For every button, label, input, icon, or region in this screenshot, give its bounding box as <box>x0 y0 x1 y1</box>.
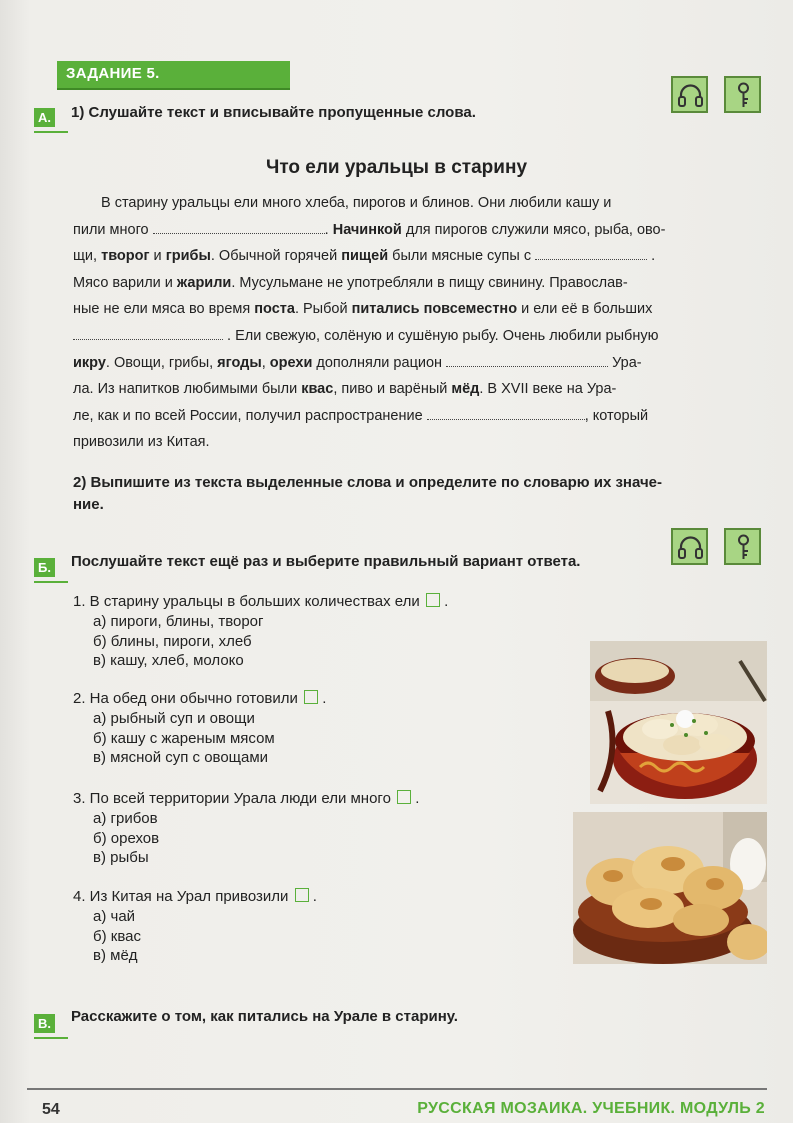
answer-option[interactable]: б) квас <box>93 927 141 945</box>
text-fragment: для пирогов служили мясо, рыба, ово- <box>401 221 666 238</box>
bold-word: Начинкой <box>332 221 402 238</box>
question-2 <box>73 689 326 768</box>
text-fragment: были мясные супы с <box>388 248 532 265</box>
text-fragment: . Рыбой <box>294 301 352 318</box>
pelmeni-photo <box>590 641 767 804</box>
bold-word: мёд <box>451 381 480 398</box>
answer-option[interactable]: а) рыбный суп и овощи <box>93 710 255 727</box>
bold-word: жарили <box>176 274 232 291</box>
text-fragment: привозили из Китая. <box>73 434 210 451</box>
bold-word: питались повсеместно <box>351 301 518 318</box>
blank-field[interactable] <box>535 245 647 260</box>
answer-option[interactable]: в) кашу, хлеб, молоко <box>93 652 244 669</box>
text-fragment: Мясо варили и <box>73 274 177 291</box>
text-line <box>73 403 740 430</box>
blank-field[interactable] <box>153 219 325 234</box>
question-label: 1. В старину уральцы в больших количествах ели <box>73 593 420 610</box>
section-a-instruction-1: 1) Слушайте текст и вписывайте пропущенные слова. <box>71 104 476 121</box>
answer-box[interactable] <box>295 888 309 902</box>
text-fragment: В старину уральцы ели много хлеба, пирогов и блинов. Они любили кашу и <box>101 195 612 211</box>
text-line <box>73 429 740 456</box>
blank-field[interactable] <box>446 352 608 367</box>
section-v-instruction: Расскажите о том, как питались на Урале в старину. <box>71 1008 458 1025</box>
answer-option[interactable]: в) мясной суп с овощами <box>93 749 269 766</box>
text-line <box>73 190 740 217</box>
footer-divider <box>27 1088 767 1090</box>
headphones-icon <box>671 76 708 113</box>
answer-option[interactable]: а) чай <box>93 908 136 925</box>
section-b-instruction: Послушайте текст ещё раз и выберите правильный вариант ответа. <box>71 553 581 570</box>
bold-word: ягоды <box>217 354 262 371</box>
answer-box[interactable] <box>397 790 411 804</box>
bold-word: грибы <box>165 248 211 265</box>
blank-field[interactable] <box>73 325 223 340</box>
text-fragment: и ели её в больших <box>517 301 653 318</box>
question-label: 4. Из Китая на Урал привозили <box>73 888 289 905</box>
section-v-badge: В. <box>34 1014 55 1033</box>
bold-word: икру <box>73 354 106 371</box>
text-fragment: . Обычной горячей <box>210 248 342 265</box>
text-line <box>73 323 740 350</box>
bold-word: поста <box>254 301 295 318</box>
bold-word: творог <box>101 248 150 265</box>
text-fragment: . <box>651 248 656 265</box>
question-text: 2. На обед они обычно готовили . <box>73 690 327 707</box>
answer-option[interactable]: б) блины, пироги, хлеб <box>93 632 252 650</box>
question-1 <box>73 592 448 671</box>
headphones-icon <box>671 528 708 565</box>
key-icon <box>724 76 761 113</box>
text-fragment: , который <box>584 407 649 424</box>
text-fragment: , <box>261 354 270 371</box>
book-title: РУССКАЯ МОЗАИКА. УЧЕБНИК. МОДУЛЬ 2 <box>417 1100 765 1117</box>
text-line <box>73 270 740 297</box>
question-4 <box>73 887 317 966</box>
question-label: 2. На обед они обычно готовили <box>73 690 298 707</box>
bold-word: орехи <box>269 354 313 371</box>
text-fragment: дополняли рацион <box>312 354 443 371</box>
question-text: 3. По всей территории Урала люди ели много . <box>73 790 420 807</box>
text-title: Что ели уральцы в старину <box>265 157 528 178</box>
text-fragment: и <box>149 248 166 265</box>
text-fragment: ла. Из напитков любимыми были <box>73 381 302 398</box>
text-line <box>73 350 740 377</box>
question-text: 1. В старину уральцы в больших количествах ели . <box>73 593 449 610</box>
text-fragment: , пиво и варёный <box>333 381 452 398</box>
text-fragment: Ура- <box>612 354 642 371</box>
bold-word: пищей <box>341 248 389 265</box>
answer-option[interactable]: а) грибов <box>93 810 158 827</box>
answer-box[interactable] <box>304 690 318 704</box>
text-line <box>73 376 740 403</box>
question-text: 4. Из Китая на Урал привозили . <box>73 888 317 905</box>
text-fragment: . Мусульмане не употребляли в пищу свинину. Православ- <box>231 274 628 291</box>
text-line <box>73 296 740 323</box>
answer-option[interactable]: б) кашу с жареным мясом <box>93 729 275 747</box>
question-3 <box>73 789 419 868</box>
listening-text <box>73 190 740 456</box>
bold-word: квас <box>301 381 334 398</box>
blank-field[interactable] <box>427 405 585 420</box>
section-a-instruction-2 <box>73 472 662 516</box>
section-b-badge: Б. <box>34 558 55 577</box>
answer-option[interactable]: в) рыбы <box>93 849 149 866</box>
key-icon <box>724 528 761 565</box>
answer-option[interactable]: а) пироги, блины, творог <box>93 613 264 630</box>
text-line <box>73 217 740 244</box>
text-fragment: . Овощи, грибы, <box>105 354 218 371</box>
text-fragment: . В XVII веке на Ура- <box>479 381 617 398</box>
section-a-badge: А. <box>34 108 55 127</box>
page-number: 54 <box>42 1101 60 1118</box>
answer-option[interactable]: б) орехов <box>93 829 160 847</box>
instruction-line: ние. <box>73 496 104 513</box>
task-title: ЗАДАНИЕ 5. <box>66 65 160 82</box>
text-fragment: ле, как и по всей России, получил распространение <box>73 407 423 424</box>
text-fragment: пили много <box>73 221 149 238</box>
text-fragment: щи, <box>73 248 102 265</box>
text-line <box>73 243 740 270</box>
text-fragment: ные не ели мяса во время <box>73 301 255 318</box>
answer-box[interactable] <box>426 593 440 607</box>
text-fragment: . <box>324 221 333 238</box>
answer-option[interactable]: в) мёд <box>93 947 138 964</box>
pies-photo <box>573 812 767 964</box>
text-fragment: . Ели свежую, солёную и сушёную рыбу. Очень любили рыбную <box>227 327 659 344</box>
instruction-line: 2) Выпишите из текста выделенные слова и определите по словарю их значе- <box>73 474 663 491</box>
task-header-bar <box>57 61 290 90</box>
question-label: 3. По всей территории Урала люди ели много <box>73 790 391 807</box>
